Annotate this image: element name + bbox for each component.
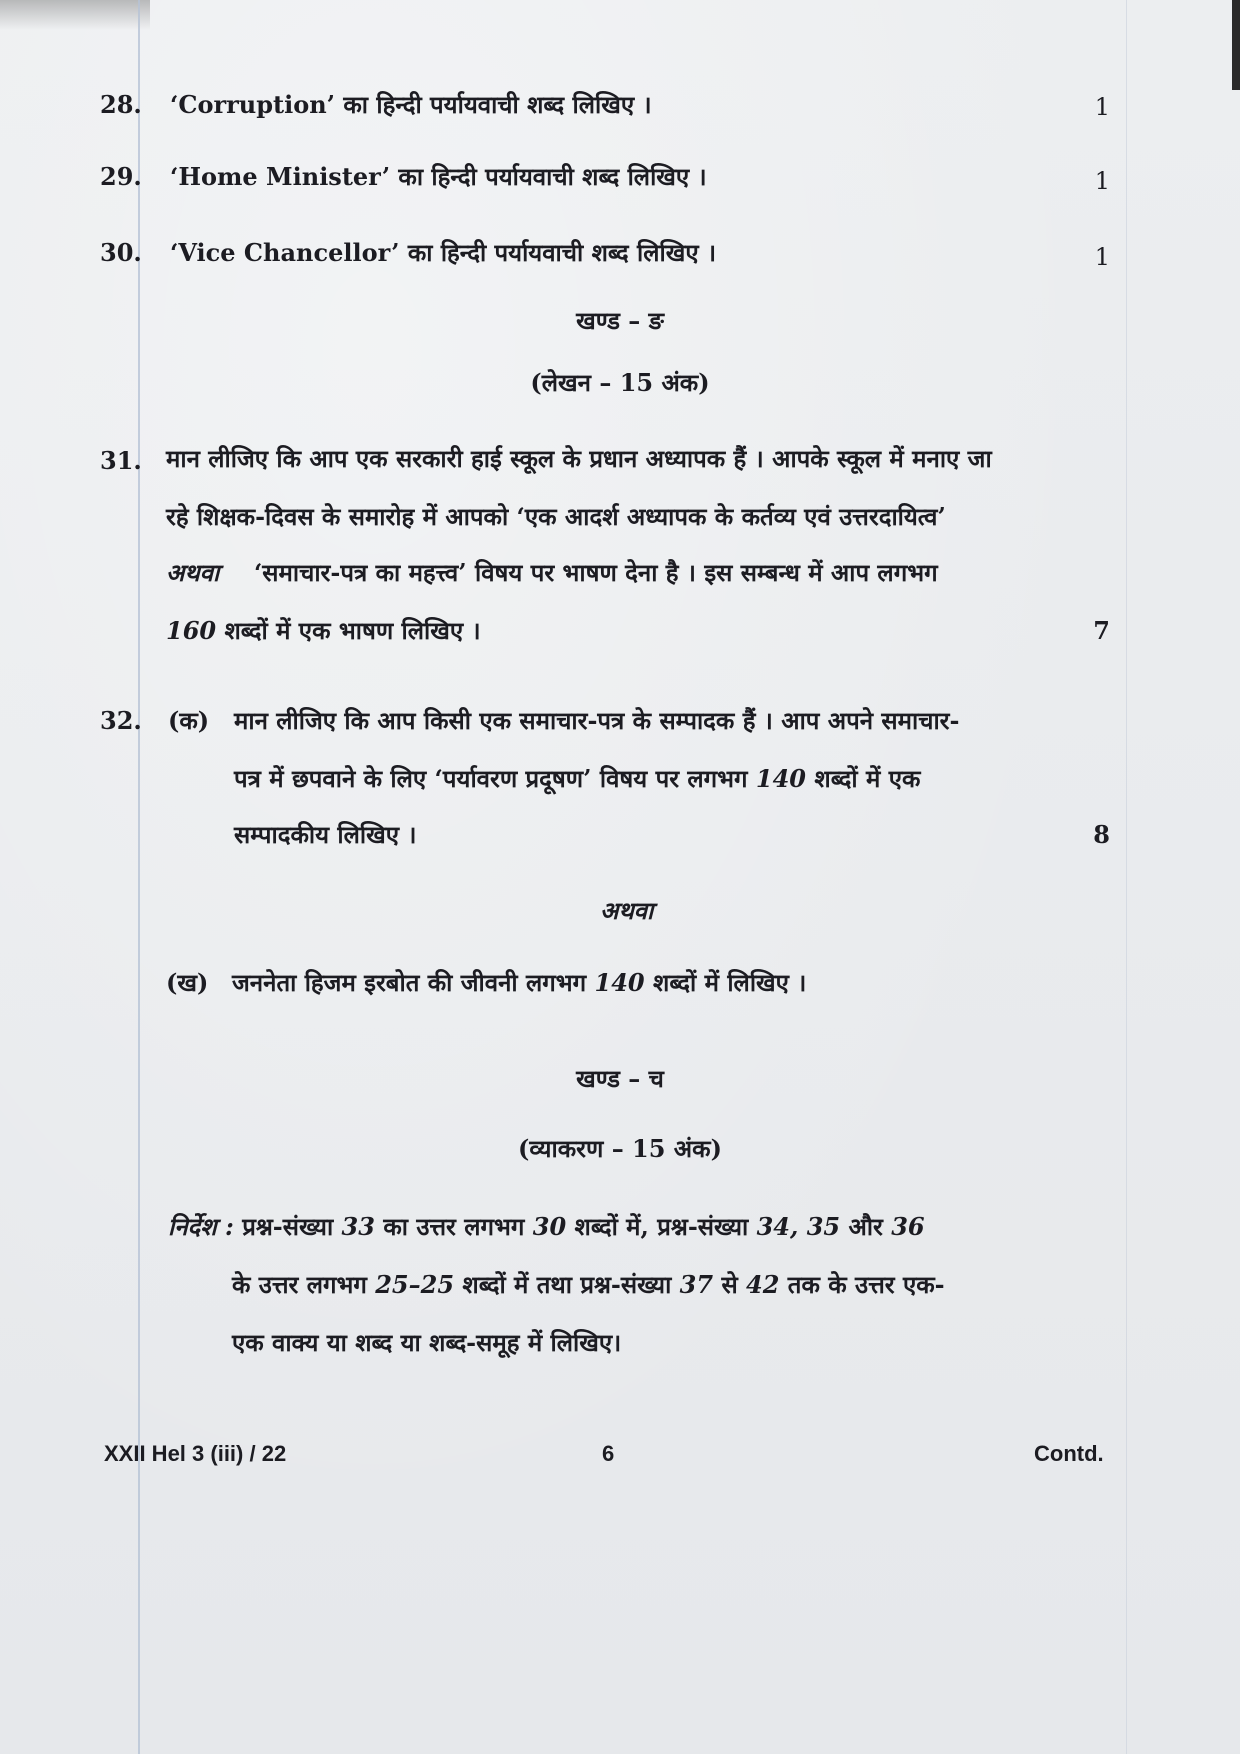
question-31-line-2: रहे शिक्षक-दिवस के समारोह में आपको ‘एक आदर्श अध्यापक के कर्तव्य एवं उत्तरदायित्व’ [166, 502, 946, 531]
question-ref-42: 42 [746, 1270, 780, 1299]
question-31-word-count: 160 [166, 616, 217, 645]
question-32-kha-label: (ख) [166, 968, 209, 997]
question-number-28: 28. [100, 90, 142, 119]
instruction-text: तक के उत्तर एक- [787, 1270, 945, 1299]
question-31-line-3-text: ‘समाचार-पत्र का महत्त्व’ विषय पर भाषण देना है । इस सम्बन्ध में आप लगभग [253, 558, 938, 587]
question-number-31: 31. [100, 446, 142, 475]
paper-code: XXII Hel 3 (iii) / 22 [104, 1441, 287, 1466]
question-32-ka-line-3: सम्पादकीय लिखिए । [234, 820, 417, 849]
instruction-text: का उत्तर लगभग [383, 1212, 525, 1241]
instruction-line-2 [232, 1268, 945, 1302]
question-28-marks: 1 [1094, 93, 1110, 121]
question-number-29: 29. [100, 162, 142, 191]
question-31-line-4-text: शब्दों में एक भाषण लिखिए । [224, 616, 481, 645]
continued-label: Contd. [1034, 1441, 1104, 1466]
page-number: 6 [602, 1441, 615, 1466]
question-32-ka-line-1: मान लीजिए कि आप किसी एक समाचार-पत्र के सम्पादक हैं । आप अपने समाचार- [234, 706, 960, 735]
margin-rule-right [1126, 0, 1127, 1754]
question-32-kha-word-count: 140 [594, 968, 645, 997]
question-32-ka-line-2-tail: शब्दों में एक [814, 764, 921, 793]
word-count-25: 25–25 [375, 1270, 455, 1299]
question-32-ka-label: (क) [168, 706, 210, 735]
instruction-text: से [721, 1270, 738, 1299]
question-31-marks: 7 [1093, 616, 1110, 645]
question-ref-34-35: 34, 35 [756, 1212, 841, 1241]
question-number-30: 30. [100, 238, 142, 267]
question-32-ka-line-2-text: पत्र में छपवाने के लिए ‘पर्यावरण प्रदूषण’ विषय पर लगभग [234, 764, 748, 793]
section-e-title: खण्ड – ङ [576, 306, 664, 335]
question-30-text: ‘Vice Chancellor’ का हिन्दी पर्यायवाची शब्द लिखिए । [170, 238, 717, 267]
word-count-30: 30 [532, 1212, 567, 1241]
question-32-marks: 8 [1093, 820, 1110, 849]
section-ch-title: खण्ड – च [576, 1064, 664, 1093]
question-ref-36: 36 [891, 1212, 925, 1241]
scan-edge [1232, 0, 1240, 90]
instruction-line-1 [168, 1210, 925, 1244]
instruction-line-3: एक वाक्य या शब्द या शब्द-समूह में लिखिए। [232, 1328, 622, 1357]
question-ref-33: 33 [341, 1212, 375, 1241]
instruction-text: के उत्तर लगभग [232, 1270, 367, 1299]
question-31-line-1: मान लीजिए कि आप एक सरकारी हाई स्कूल के प्रधान अध्यापक हैं । आपके स्कूल में मनाए जा [166, 444, 992, 473]
athva-label: अथवा [166, 558, 220, 587]
question-32-kha-line [232, 966, 806, 1000]
section-e-subtitle: (लेखन – 15 अंक) [530, 368, 710, 397]
instruction-text: प्रश्न-संख्या [242, 1212, 334, 1241]
question-32-kha-text: जननेता हिजम इरबोत की जीवनी लगभग [232, 968, 587, 997]
question-32-ka-word-count: 140 [755, 764, 807, 793]
question-30-marks: 1 [1094, 243, 1110, 271]
question-ref-37: 37 [679, 1270, 714, 1299]
question-31-line-4 [166, 614, 481, 648]
section-ch-subtitle: (व्याकरण – 15 अंक) [518, 1134, 722, 1163]
instruction-text: और [848, 1212, 883, 1241]
instruction-label: निर्देश : [168, 1212, 234, 1241]
question-29-text: ‘Home Minister’ का हिन्दी पर्यायवाची शब्द लिखिए । [170, 162, 707, 191]
scan-shadow [0, 0, 150, 30]
question-32-kha-text-tail: शब्दों में लिखिए । [653, 968, 807, 997]
question-32-athva: अथवा [600, 896, 654, 925]
question-32-ka-line-2 [234, 762, 920, 796]
question-29-marks: 1 [1094, 167, 1110, 195]
instruction-text: शब्दों में, प्रश्न-संख्या [574, 1212, 749, 1241]
question-28-text: ‘Corruption’ का हिन्दी पर्यायवाची शब्द लिखिए । [170, 90, 652, 119]
question-31-line-3 [166, 556, 938, 590]
question-number-32: 32. [100, 706, 142, 735]
instruction-text: शब्दों में तथा प्रश्न-संख्या [462, 1270, 672, 1299]
